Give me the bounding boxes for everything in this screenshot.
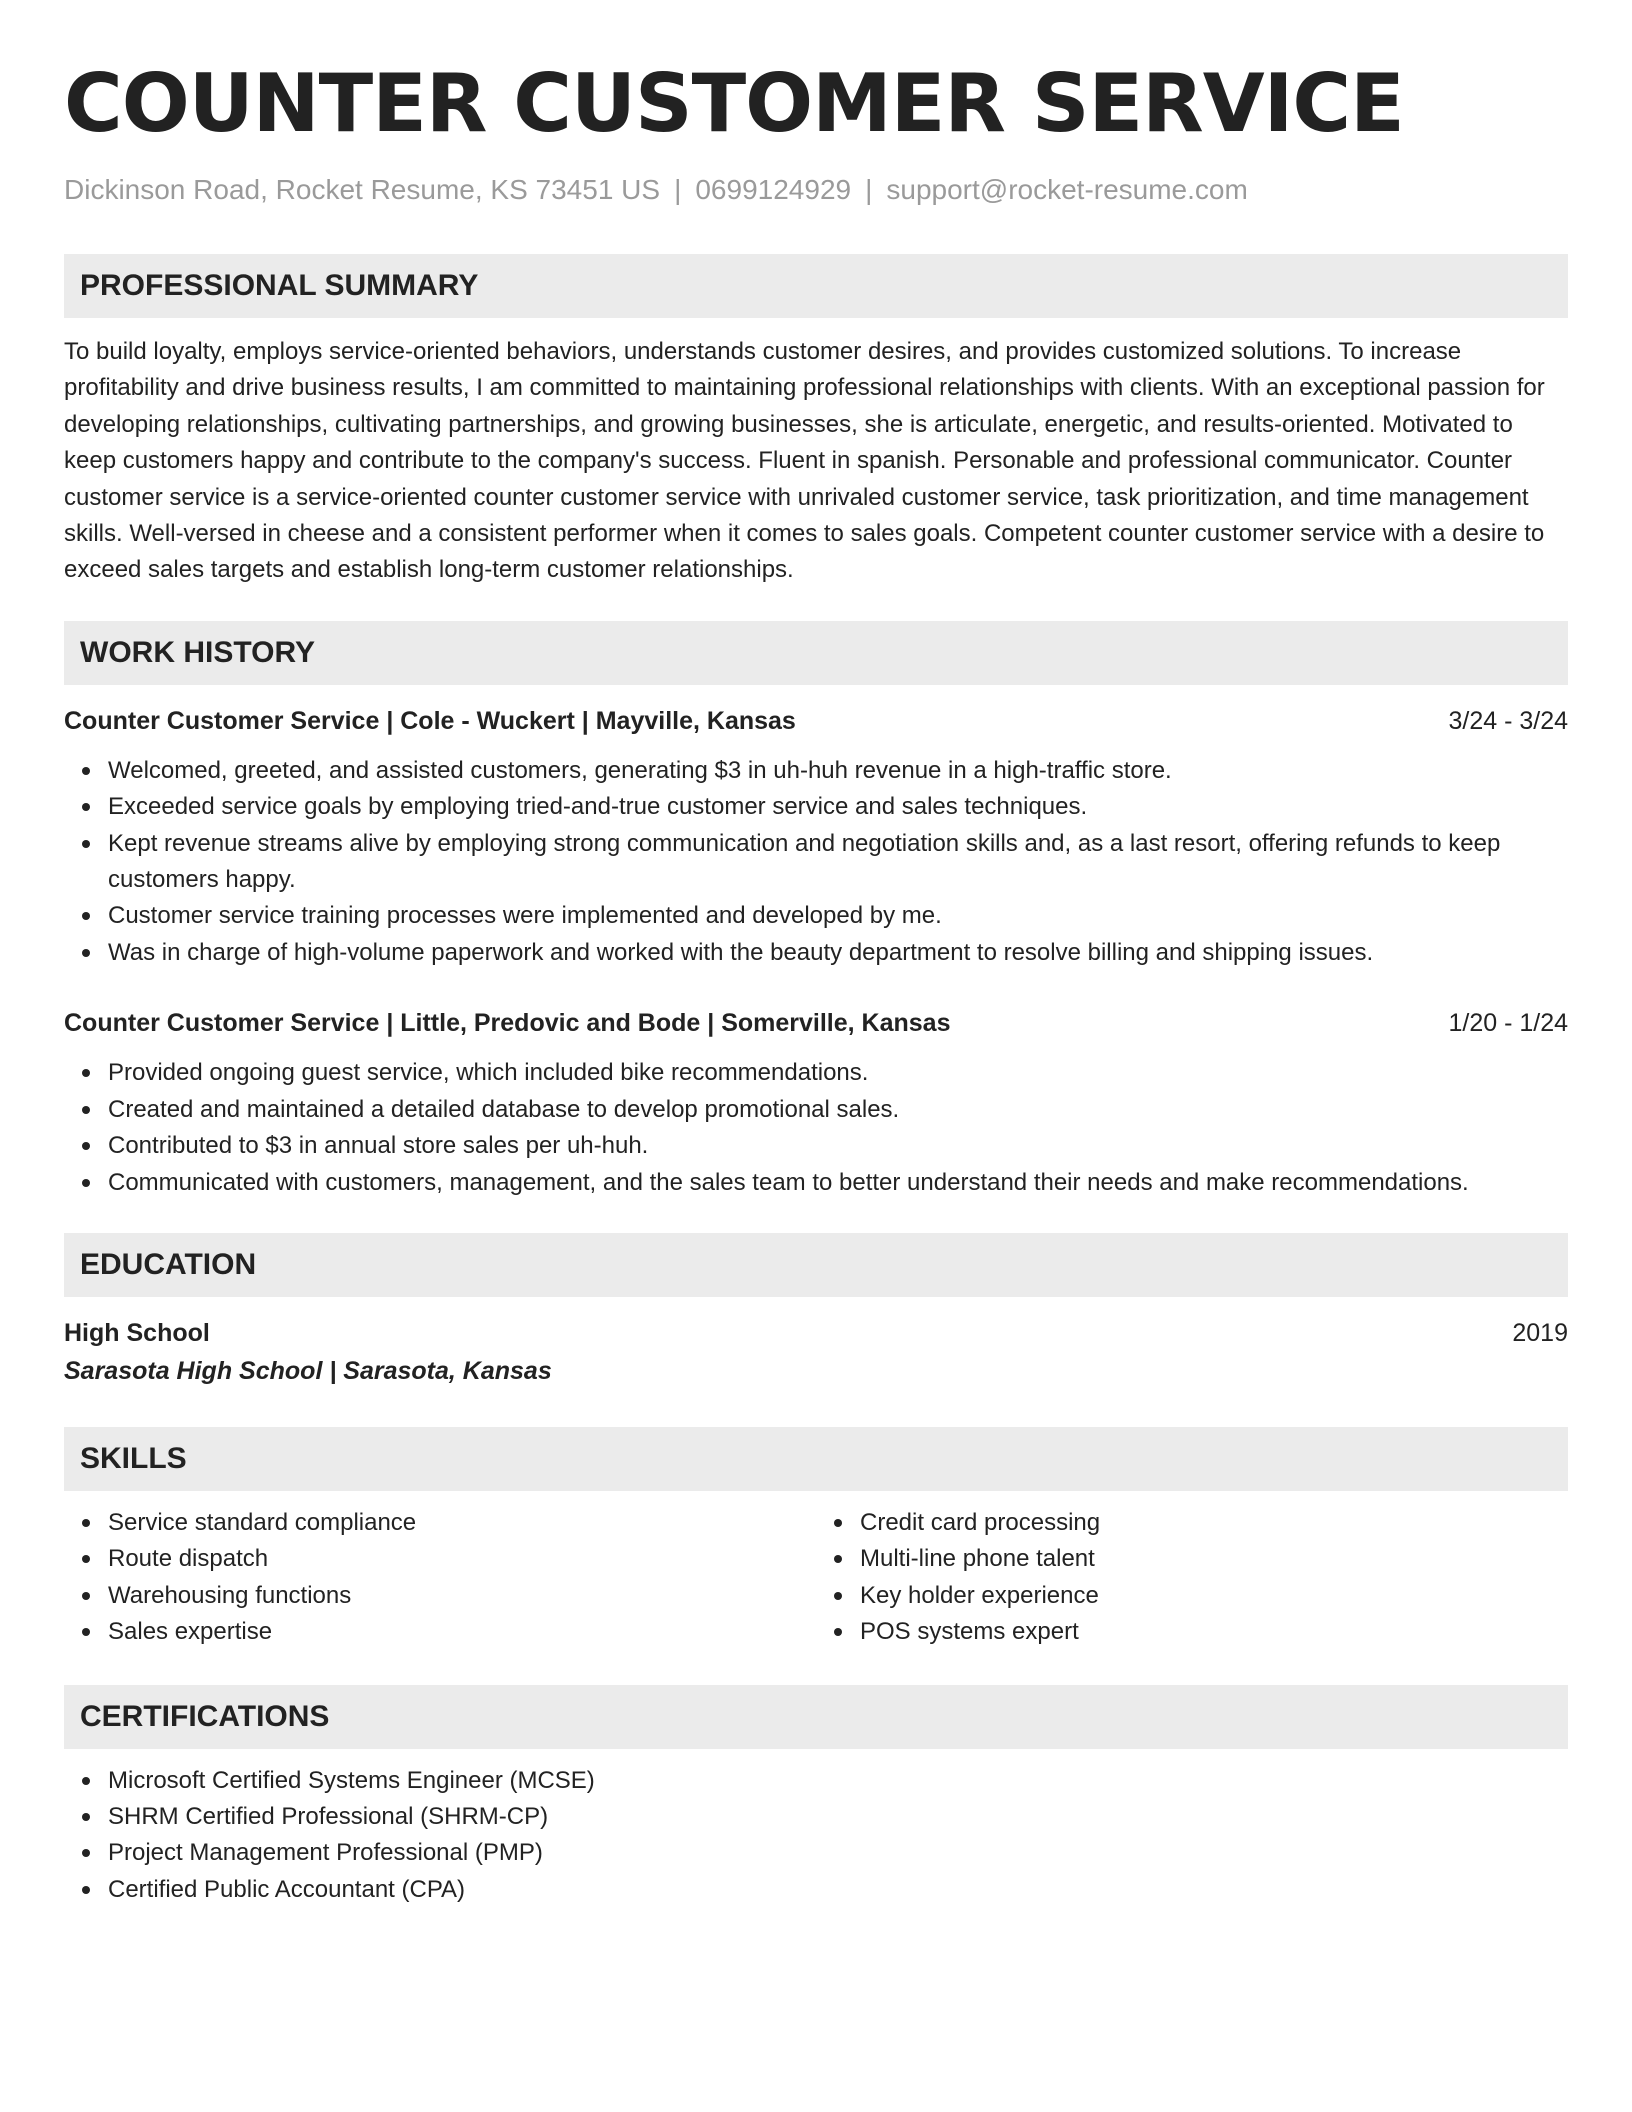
job-header — [64, 703, 1568, 739]
certification-item: Microsoft Certified Systems Engineer (MCSE) — [108, 1763, 1568, 1799]
job-entry — [64, 703, 1568, 971]
job-title: Counter Customer Service | Cole - Wuckert | Mayville, Kansas — [64, 706, 796, 735]
job-bullet-list — [64, 1055, 1568, 1201]
certification-item: Project Management Professional (PMP) — [108, 1835, 1568, 1871]
certifications-list — [64, 1763, 1568, 1909]
education-degree: High School — [64, 1318, 210, 1347]
skill-item: Key holder experience — [860, 1578, 1568, 1614]
skill-item: Route dispatch — [108, 1541, 816, 1577]
section-heading-certifications: CERTIFICATIONS — [64, 1685, 1568, 1749]
job-bullet: Kept revenue streams alive by employing strong communication and negotiation skills and, as a last resort, offering refunds to keep customers happy. — [108, 826, 1568, 899]
job-bullet: Communicated with customers, management, and the sales team to better understand their needs and make recommendations. — [108, 1165, 1568, 1201]
skill-item: Sales expertise — [108, 1614, 816, 1650]
skill-item: POS systems expert — [860, 1614, 1568, 1650]
skill-item: Warehousing functions — [108, 1578, 816, 1614]
candidate-name: COUNTER CUSTOMER SERVICE — [64, 57, 1404, 150]
job-title: Counter Customer Service | Little, Predovic and Bode | Somerville, Kansas — [64, 1009, 951, 1038]
job-bullet: Created and maintained a detailed database to develop promotional sales. — [108, 1092, 1568, 1128]
education-school: Sarasota High School | Sarasota, Kansas — [64, 1356, 552, 1385]
job-bullet: Welcomed, greeted, and assisted customers, generating $3 in uh-huh revenue in a high-traffic store. — [108, 753, 1568, 789]
job-dates: 1/20 - 1/24 — [1448, 1009, 1568, 1038]
contact-phone: 0699124929 — [695, 174, 852, 205]
contact-address: Dickinson Road, Rocket Resume, KS 73451 US — [64, 174, 661, 205]
skills-grid — [64, 1491, 1568, 1651]
job-bullet: Provided ongoing guest service, which included bike recommendations. — [108, 1055, 1568, 1091]
skill-item: Multi-line phone talent — [860, 1541, 1568, 1577]
skill-item: Credit card processing — [860, 1505, 1568, 1541]
job-bullet: Contributed to $3 in annual store sales per uh-huh. — [108, 1128, 1568, 1164]
job-header — [64, 1005, 1568, 1041]
contact-line — [64, 172, 1568, 208]
section-heading-summary: PROFESSIONAL SUMMARY — [64, 254, 1568, 318]
job-bullet: Exceeded service goals by employing tried-and-true customer service and sales techniques. — [108, 789, 1568, 825]
job-bullet: Customer service training processes were implemented and developed by me. — [108, 898, 1568, 934]
skills-list-left — [64, 1505, 816, 1651]
skill-item: Service standard compliance — [108, 1505, 816, 1541]
contact-separator: | — [865, 174, 873, 205]
summary-text: To build loyalty, employs service-oriented behaviors, understands customer desires, and provides customized solutions. To increase profitability and drive business results, I am committed to maintaining professional relationships with clients. With an exceptional passion for developing relationships, cultivating partnerships, and growing businesses, she is articulate, energetic, and results-oriented. Motivated to keep customers happy and contribute to the company's success. Fluent in spanish. Personable and professional communicator. Counter customer service is a service-oriented counter customer service with unrivaled customer service, task prioritization, and time management skills. Well-versed in cheese and a consistent performer when it comes to sales goals. Competent counter customer service with a desire to exceed sales targets and establish long-term customer relationships. — [64, 338, 1545, 584]
certification-item: SHRM Certified Professional (SHRM-CP) — [108, 1799, 1568, 1835]
skills-list-right — [816, 1505, 1568, 1651]
certification-item: Certified Public Accountant (CPA) — [108, 1872, 1568, 1908]
job-bullet-list — [64, 753, 1568, 971]
job-dates: 3/24 - 3/24 — [1448, 706, 1568, 735]
section-heading-work-history: WORK HISTORY — [64, 621, 1568, 685]
contact-email: support@rocket-resume.com — [886, 174, 1248, 205]
job-entry — [64, 1005, 1568, 1201]
section-heading-education: EDUCATION — [64, 1233, 1568, 1297]
education-header — [64, 1315, 1568, 1351]
job-bullet: Was in charge of high-volume paperwork and worked with the beauty department to resolve billing and shipping issues. — [108, 935, 1568, 971]
contact-separator: | — [674, 174, 682, 205]
education-year: 2019 — [1512, 1318, 1568, 1347]
section-heading-skills: SKILLS — [64, 1427, 1568, 1491]
